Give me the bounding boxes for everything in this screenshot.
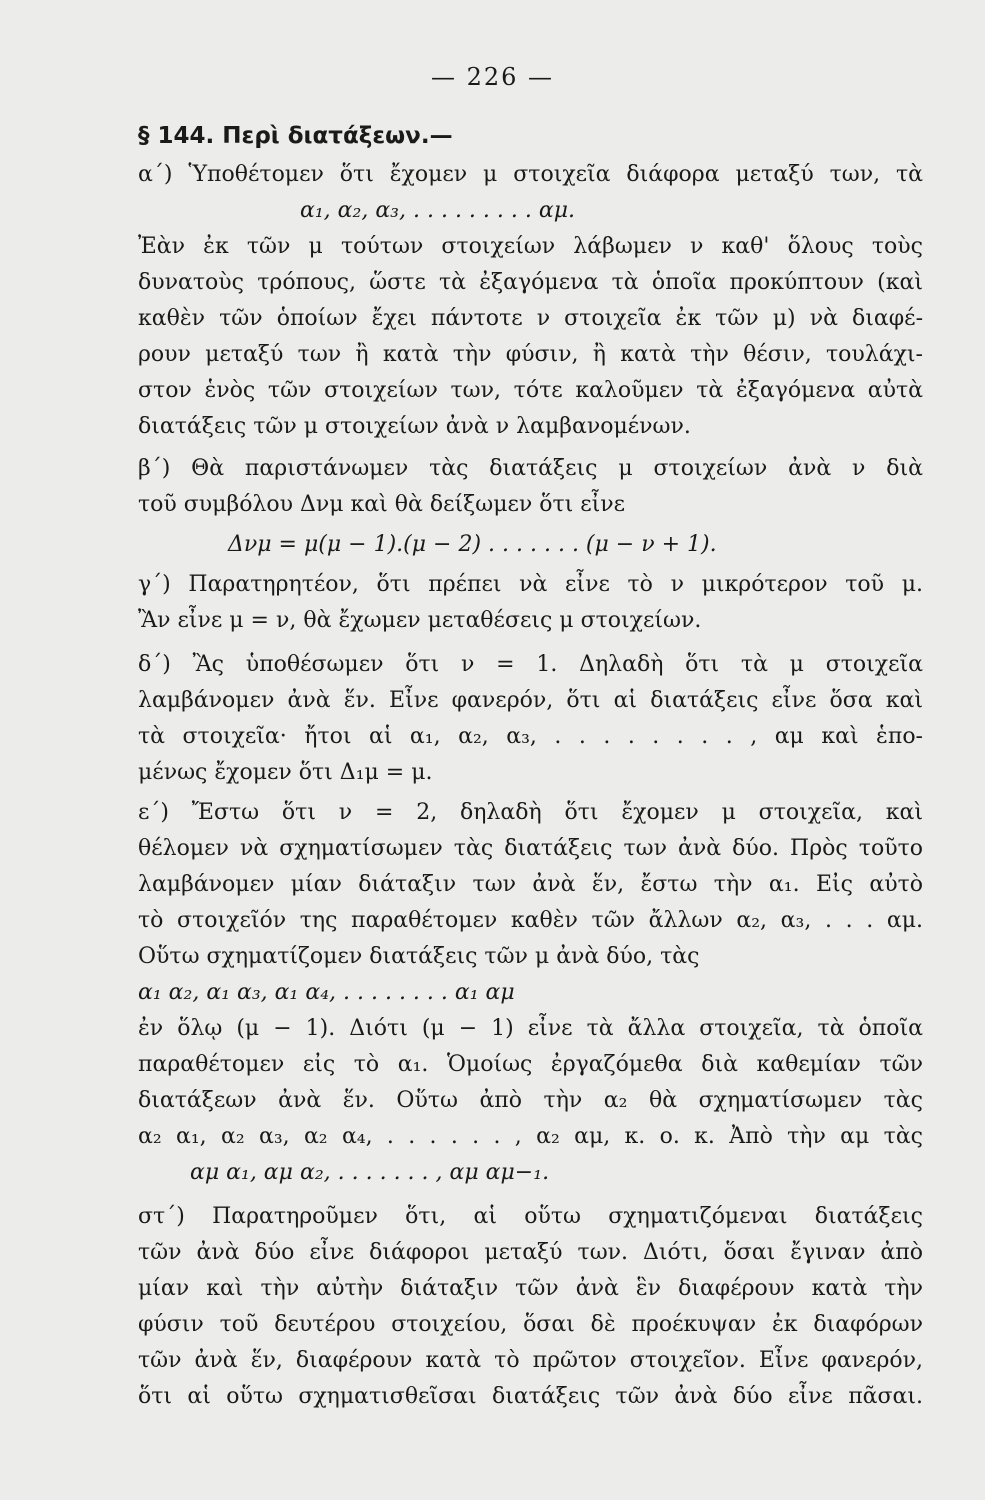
text-line: στον ἑνὸς τῶν στοιχείων των, τότε καλοῦμεν τὰ ἐξαγόμενα αὐτὰ — [138, 378, 923, 403]
text-line: θέλομεν νὰ σχηματίσωμεν τὰς διατάξεις των ἀνὰ δύο. Πρὸς τοῦτο — [138, 836, 923, 861]
text-line: α₂ α₁, α₂ α₃, α₂ α₄, . . . . . . , α₂ αμ, κ. ο. κ. Ἀπὸ τὴν αμ τὰς — [138, 1124, 923, 1149]
text-line: μίαν καὶ τὴν αὐτὴν διάταξιν τῶν ἀνὰ ἓν διαφέρουν κατὰ τὴν — [138, 1276, 923, 1301]
text-line: διατάξεις τῶν μ στοιχείων ἀνὰ ν λαμβανομένων. — [138, 414, 691, 439]
text-line: α΄) Ὑποθέτομεν ὅτι ἔχομεν μ στοιχεῖα διάφορα μεταξύ των, τὰ — [138, 162, 923, 187]
text-line: Ἐὰν ἐκ τῶν μ τούτων στοιχείων λάβωμεν ν καθ' ὅλους τοὺς — [138, 234, 923, 259]
text-line: φύσιν τοῦ δευτέρου στοιχείου, ὅσαι δὲ προέκυψαν ἐκ διαφόρων — [138, 1312, 923, 1337]
formula-line: Δνμ = μ(μ − 1).(μ − 2) . . . . . . . (μ − ν + 1). — [228, 532, 717, 557]
text-line: τῶν ἀνὰ ἕν, διαφέρουν κατὰ τὸ πρῶτον στοιχεῖον. Εἶνε φανερόν, — [138, 1348, 923, 1373]
text-line: διατάξεων ἀνὰ ἕν. Οὕτω ἀπὸ τὴν α₂ θὰ σχηματίσωμεν τὰς — [138, 1088, 923, 1113]
text-line: καθὲν τῶν ὁποίων ἔχει πάντοτε ν στοιχεῖα ἐκ τῶν μ) νὰ διαφέ- — [138, 306, 923, 331]
formula-line: αμ α₁, αμ α₂, . . . . . . . , αμ αμ−₁. — [190, 1160, 550, 1185]
text-line: λαμβάνομεν μίαν διάταξιν των ἀνὰ ἕν, ἔστω τὴν α₁. Εἰς αὐτὸ — [138, 872, 923, 897]
text-line: μένως ἔχομεν ὅτι Δ₁μ = μ. — [138, 760, 433, 785]
text-line: ἐν ὅλῳ (μ − 1). Διότι (μ − 1) εἶνε τὰ ἄλλα στοιχεῖα, τὰ ὁποῖα — [138, 1016, 923, 1041]
text-line: στ΄) Παρατηροῦμεν ὅτι, αἱ οὕτω σχηματιζόμεναι διατάξεις — [138, 1204, 923, 1229]
text-line: παραθέτομεν εἰς τὸ α₁. Ὁμοίως ἐργαζόμεθα διὰ καθεμίαν τῶν — [138, 1052, 923, 1077]
text-line: β΄) Θὰ παριστάνωμεν τὰς διατάξεις μ στοιχείων ἀνὰ ν διὰ — [138, 456, 923, 481]
text-line: Ἂν εἶνε μ = ν, θὰ ἔχωμεν μεταθέσεις μ στοιχείων. — [138, 608, 702, 633]
text-line: τὰ στοιχεῖα· ἤτοι αἱ α₁, α₂, α₃, . . . . . . . . , αμ καὶ ἑπο- — [138, 724, 923, 749]
text-line: Οὕτω σχηματίζομεν διατάξεις τῶν μ ἀνὰ δύο, τὰς — [138, 944, 700, 969]
text-line: ρουν μεταξύ των ἢ κατὰ τὴν φύσιν, ἢ κατὰ τὴν θέσιν, τουλάχι- — [138, 342, 923, 367]
text-line: τοῦ συμβόλου Δνμ καὶ θὰ δείξωμεν ὅτι εἶνε — [138, 492, 626, 517]
section-heading: § 144. Περὶ διατάξεων.— — [138, 123, 453, 149]
text-line: ὅτι αἱ οὕτω σχηματισθεῖσαι διατάξεις τῶν ἀνὰ δύο εἶνε πᾶσαι. — [138, 1384, 923, 1409]
text-line: ε΄) Ἔστω ὅτι ν = 2, δηλαδὴ ὅτι ἔχομεν μ στοιχεῖα, καὶ — [138, 800, 923, 825]
text-line: τὸ στοιχεῖόν της παραθέτομεν καθὲν τῶν ἄλλων α₂, α₃, . . . αμ. — [138, 908, 923, 933]
text-line: λαμβάνομεν ἀνὰ ἕν. Εἶνε φανερόν, ὅτι αἱ διατάξεις εἶνε ὅσα καὶ — [138, 688, 923, 713]
page-number: — 226 — — [430, 63, 555, 91]
formula-line: α₁ α₂, α₁ α₃, α₁ α₄, . . . . . . . . α₁ αμ — [138, 980, 515, 1005]
text-line: γ΄) Παρατηρητέον, ὅτι πρέπει νὰ εἶνε τὸ ν μικρότερον τοῦ μ. — [138, 572, 923, 597]
text-line: δυνατοὺς τρόπους, ὥστε τὰ ἐξαγόμενα τὰ ὁποῖα προκύπτουν (καὶ — [138, 270, 923, 295]
text-line: δ΄) Ἂς ὑποθέσωμεν ὅτι ν = 1. Δηλαδὴ ὅτι τὰ μ στοιχεῖα — [138, 652, 923, 677]
formula-line: α₁, α₂, α₃, . . . . . . . . . αμ. — [300, 198, 576, 223]
text-line: τῶν ἀνὰ δύο εἶνε διάφοροι μεταξύ των. Διότι, ὅσαι ἔγιναν ἀπὸ — [138, 1240, 923, 1265]
